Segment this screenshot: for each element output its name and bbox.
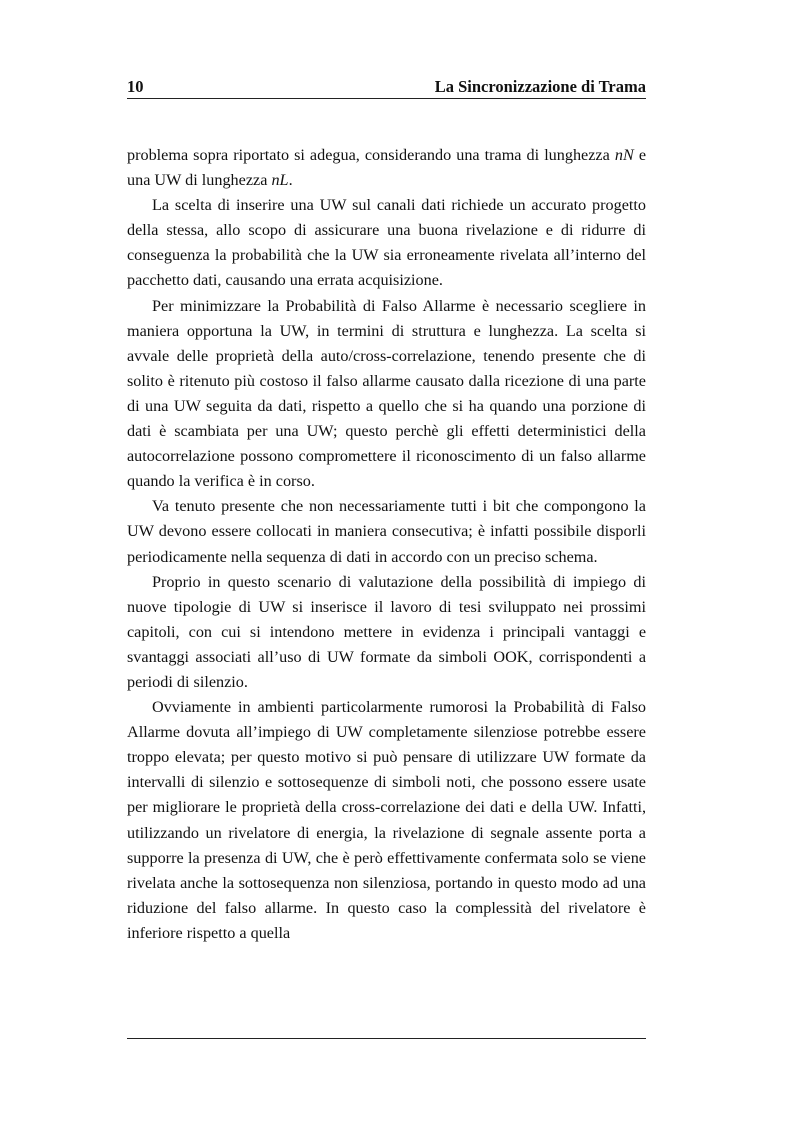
math-nL: nL [271,171,289,190]
text-run: problema sopra riportato si adegua, considerando una trama di lunghezza [127,146,615,164]
page-header [127,76,646,99]
text-run: . [288,171,293,190]
chapter-title: La Sincronizzazione di Trama [434,77,646,96]
text-run: e una UW di lunghezza [127,146,647,190]
footer-rule [127,1038,646,1039]
paragraph: Per minimizzare la Probabilità di Falso Allarme è necessario scegliere in maniera opportuna la UW, in termini di struttura e lunghezza. La scelta si avvale delle proprietà della auto/cross-correlazione, tenendo presente che di solito è ritenuto più costoso il falso allarme causato dalla ricezione di una parte di una UW seguita da dati, rispetto a quello che si ha quando una porzione di dati è scambiata per una UW; questo perchè gli effetti deterministici della autocorrelazione possono compromettere il riconoscimento di un falso allarme quando la verifica è in corso. [127,296,646,491]
body-text [127,143,646,946]
page-number: 10 [127,77,144,96]
paragraph-continuation [127,143,646,193]
paragraph: Va tenuto presente che non necessariamente tutti i bit che compongono la UW devono essere collocati in maniera consecutiva; è infatti possibile disporli periodicamente nella sequenza di dati in accordo con un preciso schema. [127,497,646,566]
paragraph: Proprio in questo scenario di valutazione della possibilità di impiego di nuove tipologie di UW si inserisce il lavoro di tesi sviluppato nei prossimi capitoli, con cui si intendono mettere in evidenza i principali vantaggi e svantaggi associati all’uso di UW formate da simboli OOK, corrispondenti a periodi di silenzio. [127,572,646,691]
paragraph: Ovviamente in ambienti particolarmente rumorosi la Probabilità di Falso Allarme dovuta all’impiego di UW completamente silenziose potrebbe essere troppo elevata; per questo motivo si può pensare di utilizzare UW formate da intervalli di silenzio e sottosequenze di simboli noti, che possono essere usate per migliorare le proprietà della cross-correlazione dei dati e della UW. Infatti, utilizzando un rivelatore di energia, la rivelazione di segnale assente porta a supporre la presenza di UW, che è però effettivamente confermata solo se viene rivelata anche la sottosequenza non silenziosa, portando in questo modo ad una riduzione del falso allarme. In questo caso la complessità del rivelatore è inferiore rispetto a quella [127,698,646,942]
math-nN: nN [614,146,634,164]
paragraph: La scelta di inserire una UW sul canali dati richiede un accurato progetto della stessa, allo scopo di assicurare una buona rivelazione e di ridurre di conseguenza la probabilità che la UW sia erroneamente rivelata all’interno del pacchetto dati, causando una errata acquisizione. [127,196,646,290]
